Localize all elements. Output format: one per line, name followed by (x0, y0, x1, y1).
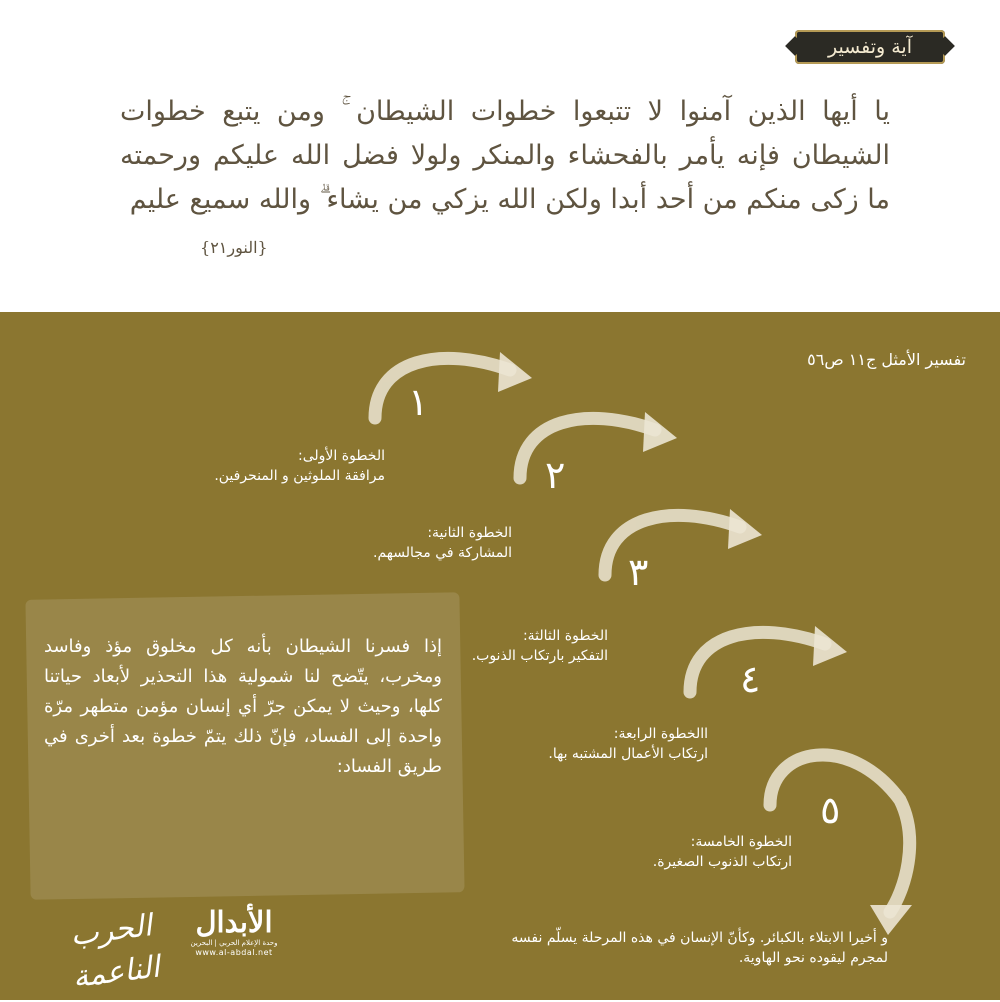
step-title: االخطوة الرابعة: (613, 726, 708, 742)
source-reference: تفسير الأمثل ج١١ ص٥٦ (807, 350, 966, 369)
section-badge: آية وتفسير (795, 30, 945, 64)
final-step-text: و أخيرا الابتلاء بالكبائر. وكأنّ الإنسان في هذه المرحلة يسلّم نفسه لمجرم ليقوده نحو الهاوية. (511, 930, 888, 966)
step-2 (373, 523, 512, 563)
step-number-4: ٤ (740, 657, 761, 701)
quran-verse: يا أيها الذين آمنوا لا تتبعوا خطوات الشيطان ۚ ومن يتبع خطوات الشيطان فإنه يأمر بالفحشاء والمنكر ولولا فضل الله عليكم ورحمته ما زكى منكم من أحد أبدا ولكن الله يزكي من يشاء ۗ والله سميع عليم (120, 96, 890, 215)
arrow-3-icon (605, 515, 740, 575)
verse-reference: {النور٢١} (200, 238, 268, 257)
arrowhead-1-icon (498, 352, 532, 392)
step-text: ارتكاب الذنوب الصغيرة. (652, 854, 792, 870)
step-text: ارتكاب الأعمال المشتبه بها. (548, 746, 708, 762)
step-number-3: ٣ (628, 550, 649, 594)
step-number-5: ٥ (820, 788, 841, 832)
step-title: الخطوة الثانية: (427, 525, 512, 541)
arrowhead-2-icon (643, 412, 677, 452)
step-number-1: ١ (408, 380, 429, 424)
abdal-logo-subtitle: وحدة الإعلام الحربي | البحرين (190, 939, 278, 947)
step-text: التفكير بارتكاب الذنوب. (471, 648, 608, 664)
step-1 (214, 446, 385, 486)
arrow-1-icon (375, 358, 510, 418)
arrowhead-3-icon (728, 509, 762, 549)
step-text: المشاركة في مجالسهم. (373, 545, 512, 561)
step-5 (653, 832, 792, 872)
step-3 (472, 626, 608, 666)
essay-text: إذا فسرنا الشيطان بأنه كل مخلوق مؤذ وفاسد ومخرب، يتّضح لنا شمولية هذا التحذير لأبعاد حياتنا كلها، وحيث لا يمكن جرّ أي إنسان مؤمن متطهر مرّة واحدة إلى الفساد، فإنّ ذلك يتمّ خطوة بعد أخرى في طريق الفساد: (44, 636, 442, 777)
arrowhead-4-icon (813, 626, 847, 666)
step-4 (548, 724, 708, 764)
step-text: مرافقة الملوثين و المنحرفين. (214, 468, 385, 484)
step-title: الخطوة الأولى: (298, 448, 385, 464)
abdal-logo-url: www.al-abdal.net (195, 948, 273, 957)
soft-war-logo: الحرب الناعمة (68, 908, 162, 995)
abdal-logo (188, 906, 280, 958)
abdal-logo-name: الأبدال (195, 905, 273, 939)
step-number-2: ٢ (545, 453, 566, 497)
step-title: الخطوة الثالثة: (522, 628, 608, 644)
step-title: الخطوة الخامسة: (690, 834, 792, 850)
arrow-2-icon (520, 418, 655, 478)
